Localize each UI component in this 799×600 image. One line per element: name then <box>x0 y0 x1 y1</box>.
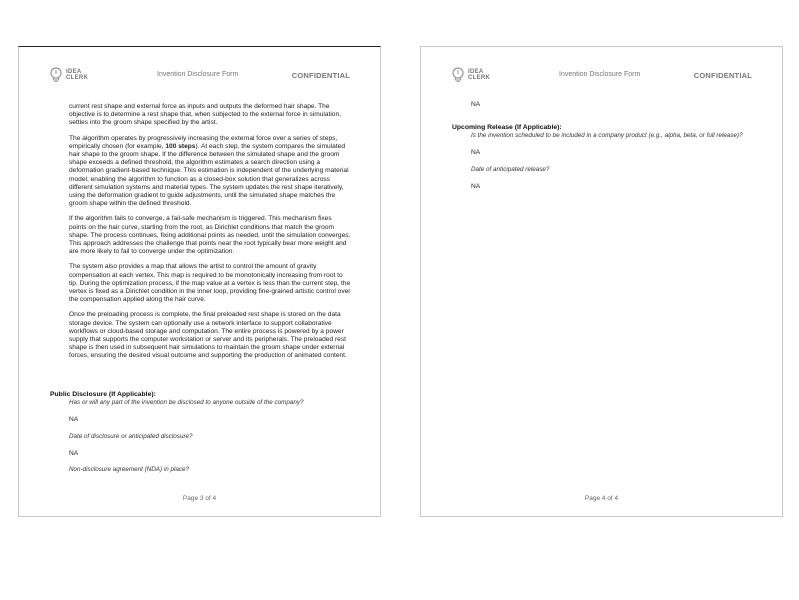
logo-line-2: CLERK <box>468 75 491 81</box>
section-title: Public Disclosure (If Applicable): <box>50 391 156 398</box>
document-page-4 <box>420 46 783 517</box>
answer: NA <box>69 416 79 424</box>
paragraph: The algorithm operates by progressively increasing the external force over a series of steps, empirically chosen (for example, 100 steps). At each step, the system compares the simulated hair shape to the groom shape. If the difference between the simulated shape and the groom shape exceeds a defined threshold, the algorithm estimates a search direction using a deformation gradient-based technique. This estimation is independent of the underlying material model, enabling the algorithm to function as a closed-box solution that generalizes across different simulation systems and material types. The system updates the rest shape iteratively, using the deformation gradient to guide adjustments, until the simulated shape matches the groom shape within the defined threshold. <box>69 134 349 208</box>
answer: NA <box>471 182 481 190</box>
confidential-label: CONFIDENTIAL <box>693 71 752 80</box>
lightbulb-icon <box>49 67 63 83</box>
idea-clerk-logo <box>451 67 490 83</box>
paragraph: current rest shape and external force as inputs and outputs the deformed hair shape. The objective is to determine a rest shape that, when subjected to the external force in simulation, settles into the groom shape specified by the artist. <box>69 103 341 127</box>
public-disclosure-section <box>50 391 360 474</box>
page-3-body <box>69 103 351 368</box>
question: Date of anticipated release? <box>471 165 550 173</box>
form-title: Invention Disclosure Form <box>157 71 239 78</box>
paragraph: The system also provides a map that allows the artist to control the amount of gravity compensation at each vertex. This map is required to be monotonically increasing from root to tip. During the optimization process, if the map value at a vertex is less than the current step, the vertex is fixed as a Dirichlet condition in the inner loop, providing fine-grained artistic control over the compensation applied along the hair curve. <box>69 263 351 304</box>
page-header <box>49 67 350 89</box>
lightbulb-icon <box>451 67 465 83</box>
logo-line-2: CLERK <box>66 75 89 81</box>
page-4-top <box>452 101 762 109</box>
idea-clerk-logo <box>49 67 88 83</box>
section-title: Upcoming Release (If Applicable): <box>452 124 562 131</box>
question: Has or will any part of the invention be disclosed to anyone outside of the company? <box>69 399 304 407</box>
question: Is the invention scheduled to be included in a company product (e.g., alpha, beta, or full release)? <box>471 132 743 140</box>
page-header <box>451 67 752 89</box>
answer: NA <box>471 149 481 157</box>
paragraph: If the algorithm fails to converge, a fail-safe mechanism is triggered. This mechanism fixes points on the hair curve, starting from the root, as Dirichlet conditions that match the groom shape. The process continues, fixing additional points as needed, until the simulation converges. This approach addresses the challenge that points near the root typically bear more weight and are more likely to fail to converge under the optimization. <box>69 215 351 256</box>
page-footer: Page 3 of 4 <box>182 495 217 502</box>
paragraph: Once the preloading process is complete, the final preloaded rest shape is stored on the data storage device. The system can optionally use a network interface to support collaborative workflows or cloud-based storage and computation. The entire process is powered by a power supply that supports the computer workstation or server and its peripherals. The preloaded rest shape is then used in subsequent hair simulations to maintain the groom shape under external forces, ensuring the desired visual outcome and supporting the production of animated content. <box>69 311 347 360</box>
answer: NA <box>471 101 481 108</box>
page-footer: Page 4 of 4 <box>584 495 619 502</box>
answer: NA <box>69 449 79 457</box>
logo-line-1: IDEA <box>468 69 484 75</box>
question: Non-disclosure agreement (NDA) in place? <box>69 466 190 474</box>
question: Date of disclosure or anticipated disclosure? <box>69 432 193 440</box>
confidential-label: CONFIDENTIAL <box>291 71 350 80</box>
form-title: Invention Disclosure Form <box>559 71 641 78</box>
logo-line-1: IDEA <box>66 69 82 75</box>
document-page-3 <box>18 46 381 517</box>
upcoming-release-section <box>452 124 762 191</box>
